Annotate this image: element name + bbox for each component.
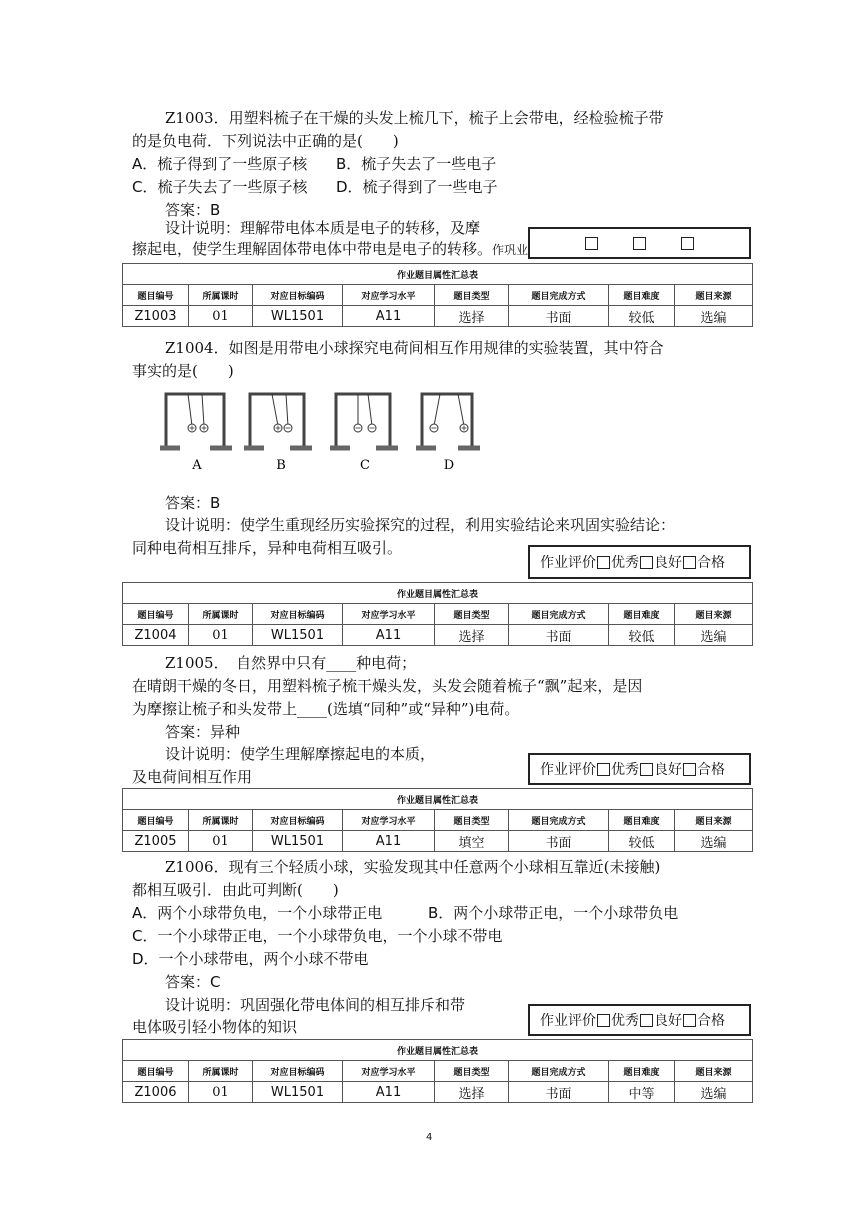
q1006-option-a: A．两个小球带负电，一个小球带正电 [132, 904, 383, 922]
q1003-option-a: A．梳子得到了一些原子核 [132, 155, 308, 173]
q1006-option-b: B．两个小球带正电，一个小球带负电 [428, 904, 679, 922]
q1005-design-line2: 及电荷间相互作用 [132, 768, 253, 786]
table-caption: 作业题目属性汇总表 [123, 264, 753, 285]
q1003-design-line1: 设计说明：理解带电体本质是电子的转移，及摩 [165, 219, 481, 237]
fig-label-d: D [443, 458, 455, 473]
q1003-answer: 答案：B [165, 201, 221, 219]
q1006-option-c: C．一个小球带正电，一个小球带负电，一个小球不带电 [132, 927, 503, 945]
q1003-option-d: D．梳子得到了一些电子 [336, 178, 498, 196]
th-id: 题目编号 [123, 285, 189, 306]
eval-excellent-checkbox[interactable] [585, 237, 598, 250]
q1006-design-line2: 电体吸引轻小物体的知识 [132, 1018, 298, 1036]
q1006-stem-line2: 都相互吸引．由此可判断( ) [132, 881, 339, 899]
th-mode: 题目完成方式 [509, 285, 609, 306]
attr-table-z1005: 作业题目属性汇总表 题目编号 所属课时 对应目标编码 对应学习水平 题目类型 题目完成方式 题目难度 题目来源 Z1005 01 WL1501 A11 填空 书面 较低 选编 [122, 788, 753, 852]
q1004-design-line2: 同种电荷相互排斥，异种电荷相互吸引。 [132, 539, 403, 557]
q1004-eval-box: 作业评价 优秀 良好 合格 [528, 545, 751, 579]
eval-pass-checkbox[interactable] [681, 237, 694, 250]
eval-excellent-checkbox[interactable] [597, 1014, 610, 1027]
eval-good-checkbox[interactable] [633, 237, 646, 250]
table-row: Z1006 01 WL1501 A11 选择 书面 中等 选编 [123, 1082, 753, 1103]
q1005-eval-box: 作业评价 优秀 良好 合格 [528, 753, 751, 785]
table-caption: 作业题目属性汇总表 [123, 1040, 753, 1061]
eval-pass-checkbox[interactable] [683, 556, 696, 569]
th-level: 对应学习水平 [343, 285, 435, 306]
page-number: 4 [426, 1132, 433, 1143]
q1003-design-line2: 擦起电，使学生理解固体带电体中带电是电子的转移。作巩业 [132, 240, 529, 258]
eval-excellent-checkbox[interactable] [597, 763, 610, 776]
q1004-design-line1: 设计说明：使学生重现经历实验探究的过程，利用实验结论来巩固实验结论： [165, 516, 676, 534]
fig-label-b: B [276, 458, 286, 473]
q1003-option-c: C．梳子失去了一些原子核 [132, 178, 308, 196]
eval-good-checkbox[interactable] [640, 1014, 653, 1027]
th-type: 题目类型 [435, 285, 509, 306]
table-caption: 作业题目属性汇总表 [123, 789, 753, 810]
q1003-option-b: B．梳子失去了一些电子 [336, 155, 497, 173]
q1005-stem-line3: 为摩擦让梳子和头发带上____(选填“同种”或“异种”)电荷。 [132, 700, 520, 718]
table-row: Z1003 01 WL1501 A11 选择 书面 较低 选编 [123, 306, 753, 327]
eval-pass-checkbox[interactable] [683, 763, 696, 776]
q1006-answer: 答案：C [165, 973, 221, 991]
q1004-stem-line2: 事实的是( ) [132, 362, 234, 380]
eval-good-checkbox[interactable] [640, 763, 653, 776]
th-target: 对应目标编码 [253, 285, 343, 306]
charged-balls-figure [160, 386, 490, 476]
q1006-option-d: D．一个小球带电，两个小球不带电 [132, 950, 369, 968]
q1003-stem-line2: 的是负电荷．下列说法中正确的是( ) [132, 132, 399, 150]
table-row: Z1005 01 WL1501 A11 填空 书面 较低 选编 [123, 831, 753, 852]
table-caption: 作业题目属性汇总表 [123, 583, 753, 604]
q1005-answer: 答案：异种 [165, 723, 241, 741]
q1006-stem-line1: Z1006．现有三个轻质小球，实验发现其中任意两个小球相互靠近(未接触) [165, 858, 661, 876]
eval-pass-checkbox[interactable] [683, 1014, 696, 1027]
q1005-design-line1: 设计说明：使学生理解摩擦起电的本质， [165, 745, 436, 763]
eval-good-checkbox[interactable] [640, 556, 653, 569]
th-source: 题目来源 [675, 285, 753, 306]
table-row: Z1004 01 WL1501 A11 选择 书面 较低 选编 [123, 625, 753, 646]
q1003-stem-line1: Z1003．用塑料梳子在干燥的头发上梳几下，梳子上会带电，经检验梳子带 [165, 109, 664, 127]
fig-label-a: A [192, 458, 202, 473]
th-difficulty: 题目难度 [609, 285, 675, 306]
q1004-stem-line1: Z1004．如图是用带电小球探究电荷间相互作用规律的实验装置，其中符合 [165, 339, 664, 357]
eval-excellent-checkbox[interactable] [597, 556, 610, 569]
attr-table-z1006: 作业题目属性汇总表 题目编号 所属课时 对应目标编码 对应学习水平 题目类型 题目完成方式 题目难度 题目来源 Z1006 01 WL1501 A11 选择 书面 中等 选编 [122, 1039, 753, 1103]
th-period: 所属课时 [189, 285, 253, 306]
q1005-stem-line2: 在晴朗干燥的冬日，用塑料梳子梳干燥头发，头发会随着梳子“飘”起来，是因 [132, 677, 643, 695]
fig-label-c: C [360, 458, 370, 473]
q1005-stem-line1: Z1005． 自然界中只有____种电荷； [165, 654, 417, 672]
q1006-design-line1: 设计说明：巩固强化带电体间的相互排斥和带 [165, 996, 466, 1014]
q1004-answer: 答案：B [165, 494, 221, 512]
q1006-eval-box: 作业评价 优秀 良好 合格 [528, 1004, 751, 1036]
q1003-eval-box [528, 227, 751, 259]
attr-table-z1003 [122, 263, 753, 327]
attr-table-z1004: 作业题目属性汇总表 题目编号 所属课时 对应目标编码 对应学习水平 题目类型 题目完成方式 题目难度 题目来源 Z1004 01 WL1501 A11 选择 书面 较低 选编 [122, 582, 753, 646]
